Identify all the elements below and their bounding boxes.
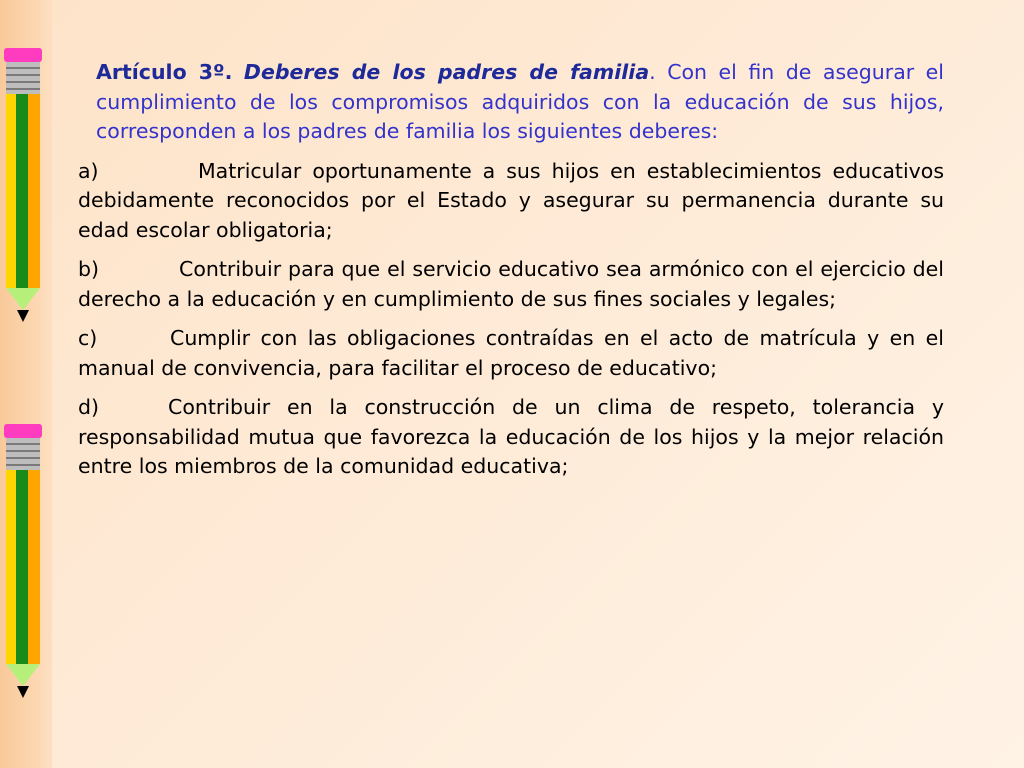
list-item	[78, 393, 944, 482]
pencil-icon	[2, 48, 42, 328]
pencil-icon	[2, 424, 42, 704]
list-item-text: Matricular oportunamente a sus hijos en establecimientos educativos debidamente reconocidos por el Estado y asegurar su permanencia durante su edad escolar obligatoria;	[78, 158, 944, 242]
slide-content	[78, 58, 944, 492]
list-item	[78, 157, 944, 246]
list-item-text: Contribuir para que el servicio educativo sea armónico con el ejercicio del derecho a la educación y en cumplimiento de sus fines sociales y legales;	[78, 257, 944, 311]
article-intro-text: Con el fin de asegurar el cumplimiento de los compromisos adquiridos con la educación de sus hijos, corresponden a los padres de familia los siguientes deberes:	[96, 60, 944, 143]
list-item-letter: a)	[78, 158, 99, 183]
list-item-letter: d)	[78, 395, 100, 419]
list-item-text: Contribuir en la construcción de un clima de respeto, tolerancia y responsabilidad mutua que favorezca la educación de los hijos y la mejor relación entre los miembros de la comunidad educativa;	[78, 395, 944, 478]
article-title-period: .	[649, 60, 656, 84]
list-item-text: Cumplir con las obligaciones contraídas en el acto de matrícula y en el manual de convivencia, para facilitar el proceso de educativo;	[78, 326, 944, 380]
list-item	[78, 255, 944, 314]
list-item-letter: b)	[78, 257, 100, 281]
article-intro	[96, 58, 944, 147]
article-number: Artículo 3º.	[96, 60, 233, 84]
article-title: Deberes de los padres de familia	[243, 60, 650, 84]
list-item	[78, 324, 944, 383]
list-item-letter: c)	[78, 326, 98, 350]
